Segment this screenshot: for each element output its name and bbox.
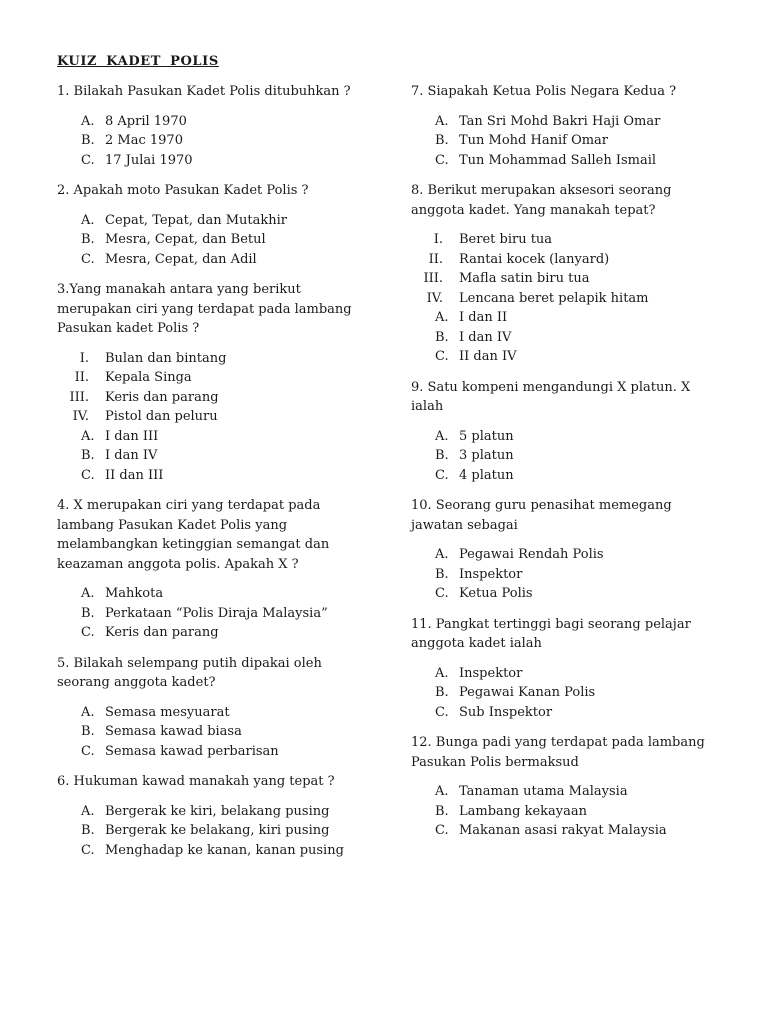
option-text: 4 platun [459,467,514,483]
question-text: 1. Bilakah Pasukan Kadet Polis ditubuhkan ? [57,84,351,99]
statement-text: Bulan dan bintang [105,350,227,366]
statement-numeral: IV. [72,409,89,424]
option-letter: B. [81,724,95,739]
option-text: Tan Sri Mohd Bakri Haji Omar [459,113,661,129]
option-text: I dan II [459,310,508,325]
statement-item [411,250,723,270]
answer-options [57,211,369,270]
option-text: Pegawai Kanan Polis [459,685,596,700]
option-text: Tun Mohammad Salleh Ismail [459,152,657,168]
statement-text: Lencana beret pelapik hitam [459,290,649,306]
answer-option[interactable] [57,230,369,250]
option-letter: A. [81,586,95,601]
answer-option[interactable] [57,742,369,762]
answer-option[interactable] [57,802,369,822]
answer-option[interactable] [411,782,723,802]
statement-text: Mafla satin biru tua [459,271,590,286]
statement-text: Rantai kocek (lanyard) [459,251,610,267]
option-letter: A. [435,113,449,129]
question-block [411,733,723,841]
option-letter: C. [435,586,449,601]
option-letter: C. [435,467,449,483]
option-letter: B. [435,448,449,463]
statement-text: Beret biru tua [459,232,553,247]
option-text: Keris dan parang [105,625,219,640]
answer-options [57,112,369,171]
option-text: 5 platun [459,428,514,444]
answer-option[interactable] [411,131,723,151]
option-text: Mesra, Cepat, dan Adil [105,251,257,267]
answer-option[interactable] [57,211,369,231]
option-letter: B. [435,329,449,345]
answer-option[interactable] [57,623,369,643]
option-letter: B. [81,605,95,621]
answer-option[interactable] [411,545,723,565]
question-text: 4. X merupakan ciri yang terdapat pada lambang Pasukan Kadet Polis yang melambangkan ketinggian semangat dan keazaman anggota polis. Apakah X ? [57,498,330,572]
answer-option[interactable] [57,446,369,466]
option-letter: A. [435,428,449,444]
option-letter: C. [435,704,449,720]
answer-options [411,664,723,723]
question-block [57,280,369,485]
statement-text: Kepala Singa [105,370,192,385]
option-letter: C. [81,743,95,759]
answer-options [411,782,723,841]
statement-numeral: IV. [426,290,443,306]
statement-numeral: I. [79,350,89,366]
option-text: Bergerak ke kiri, belakang pusing [105,803,330,819]
option-text: Inspektor [459,566,523,582]
option-text: Ketua Polis [459,586,533,601]
option-letter: B. [435,133,449,148]
option-text: Mesra, Cepat, dan Betul [105,232,266,247]
answer-option[interactable] [411,427,723,447]
answer-option[interactable] [411,565,723,585]
answer-option[interactable] [411,802,723,822]
option-letter: A. [435,784,449,799]
option-text: Tun Mohd Hanif Omar [459,133,609,148]
answer-options [411,308,723,367]
answer-option[interactable] [411,466,723,486]
option-letter: A. [81,113,95,129]
option-text: Semasa kawad perbarisan [105,743,279,759]
option-letter: C. [81,625,95,640]
statement-list [411,230,723,308]
option-text: Lambang kekayaan [459,803,588,819]
question-block [411,82,723,170]
answer-options [411,112,723,171]
option-letter: B. [81,133,95,148]
answer-option[interactable] [57,841,369,861]
statement-numeral: III. [423,271,443,286]
option-text: 2 Mac 1970 [105,133,183,148]
option-text: 3 platun [459,448,514,463]
option-text: 8 April 1970 [105,113,187,129]
question-text: 10. Seorang guru penasihat memegang jawatan sebagai [411,498,672,533]
option-text: Cepat, Tepat, dan Mutakhir [105,212,287,228]
question-text: 11. Pangkat tertinggi bagi seorang pelajar anggota kadet ialah [411,616,691,651]
left-column [57,82,369,871]
answer-options [57,427,369,486]
option-letter: A. [435,665,449,681]
question-text: 12. Bunga padi yang terdapat pada lambang Pasukan Polis bermaksud [411,735,705,770]
question-text: 5. Bilakah selempang putih dipakai oleh seorang anggota kadet? [57,655,322,690]
option-letter: A. [435,547,449,562]
option-text: I dan IV [105,448,158,463]
question-text: 3.Yang manakah antara yang berikut merupakan ciri yang terdapat pada lambang Pasukan kadet Polis ? [57,282,352,336]
answer-option[interactable] [411,703,723,723]
answer-option[interactable] [411,347,723,367]
answer-option[interactable] [411,151,723,171]
statement-numeral: II. [74,370,89,385]
question-block [57,772,369,860]
statement-text: Pistol dan peluru [105,409,218,424]
option-text: Makanan asasi rakyat Malaysia [459,823,667,838]
answer-option[interactable] [57,821,369,841]
option-letter: B. [435,803,449,819]
statement-item [411,230,723,250]
question-block [57,654,369,762]
option-text: Mahkota [105,586,164,601]
answer-option[interactable] [57,584,369,604]
question-block [411,181,723,367]
option-letter: B. [435,566,449,582]
answer-option[interactable] [411,308,723,328]
option-text: Inspektor [459,665,523,681]
answer-option[interactable] [411,664,723,684]
answer-option[interactable] [57,250,369,270]
answer-option[interactable] [57,703,369,723]
answer-options [57,703,369,762]
option-text: I dan IV [459,329,512,345]
question-block [57,181,369,269]
option-letter: A. [81,704,95,720]
option-text: II dan IV [459,349,517,364]
statement-item [57,368,369,388]
option-letter: A. [81,212,95,228]
question-text: 8. Berikut merupakan aksesori seorang anggota kadet. Yang manakah tepat? [411,183,672,218]
option-letter: A. [435,310,449,325]
question-block [57,496,369,643]
question-block [57,82,369,170]
statement-item [57,407,369,427]
option-text: II dan III [105,467,164,483]
statement-numeral: III. [69,389,89,405]
statement-item [411,269,723,289]
option-letter: C. [81,152,95,168]
option-letter: B. [81,448,95,463]
statement-item [57,388,369,408]
statement-numeral: I. [433,232,443,247]
answer-option[interactable] [411,112,723,132]
answer-options [411,545,723,604]
statement-item [411,289,723,309]
question-text: 2. Apakah moto Pasukan Kadet Polis ? [57,183,309,198]
question-block [411,496,723,604]
answer-option[interactable] [411,821,723,841]
answer-options [411,427,723,486]
answer-option[interactable] [411,584,723,604]
option-letter: A. [81,428,95,444]
statement-numeral: II. [428,251,443,267]
option-letter: C. [81,842,95,858]
option-letter: C. [81,467,95,483]
option-text: Semasa mesyuarat [105,704,230,720]
option-text: Perkataan “Polis Diraja Malaysia” [105,605,328,621]
option-letter: C. [81,251,95,267]
option-letter: B. [81,232,95,247]
answer-option[interactable] [57,131,369,151]
question-text: 6. Hukuman kawad manakah yang tepat ? [57,774,335,789]
option-letter: B. [81,823,95,838]
option-letter: A. [81,803,95,819]
answer-option[interactable] [57,151,369,171]
question-block [411,378,723,486]
option-letter: C. [435,823,449,838]
answer-option[interactable] [57,427,369,447]
right-column [411,82,723,852]
answer-options [57,584,369,643]
answer-option[interactable] [57,604,369,624]
statement-list [57,349,369,427]
answer-option[interactable] [411,446,723,466]
option-letter: B. [435,685,449,700]
question-text: 7. Siapakah Ketua Polis Negara Kedua ? [411,84,677,99]
option-letter: C. [435,152,449,168]
option-letter: C. [435,349,449,364]
answer-option[interactable] [411,683,723,703]
answer-options [57,802,369,861]
option-text: 17 Julai 1970 [105,152,193,168]
option-text: Semasa kawad biasa [105,724,242,739]
statement-text: Keris dan parang [105,389,219,405]
question-text: 9. Satu kompeni mengandungi X platun. X ialah [411,379,691,414]
answer-option[interactable] [411,328,723,348]
option-text: Bergerak ke belakang, kiri pusing [105,823,330,838]
statement-item [57,349,369,369]
answer-option[interactable] [57,466,369,486]
option-text: Menghadap ke kanan, kanan pusing [105,842,344,858]
option-text: Sub Inspektor [459,704,553,720]
answer-option[interactable] [57,722,369,742]
question-block [411,615,723,723]
answer-option[interactable] [57,112,369,132]
option-text: Tanaman utama Malaysia [459,784,628,799]
page-title: KUIZ KADET POLIS [57,54,219,69]
option-text: Pegawai Rendah Polis [459,547,604,562]
option-text: I dan III [105,428,159,444]
